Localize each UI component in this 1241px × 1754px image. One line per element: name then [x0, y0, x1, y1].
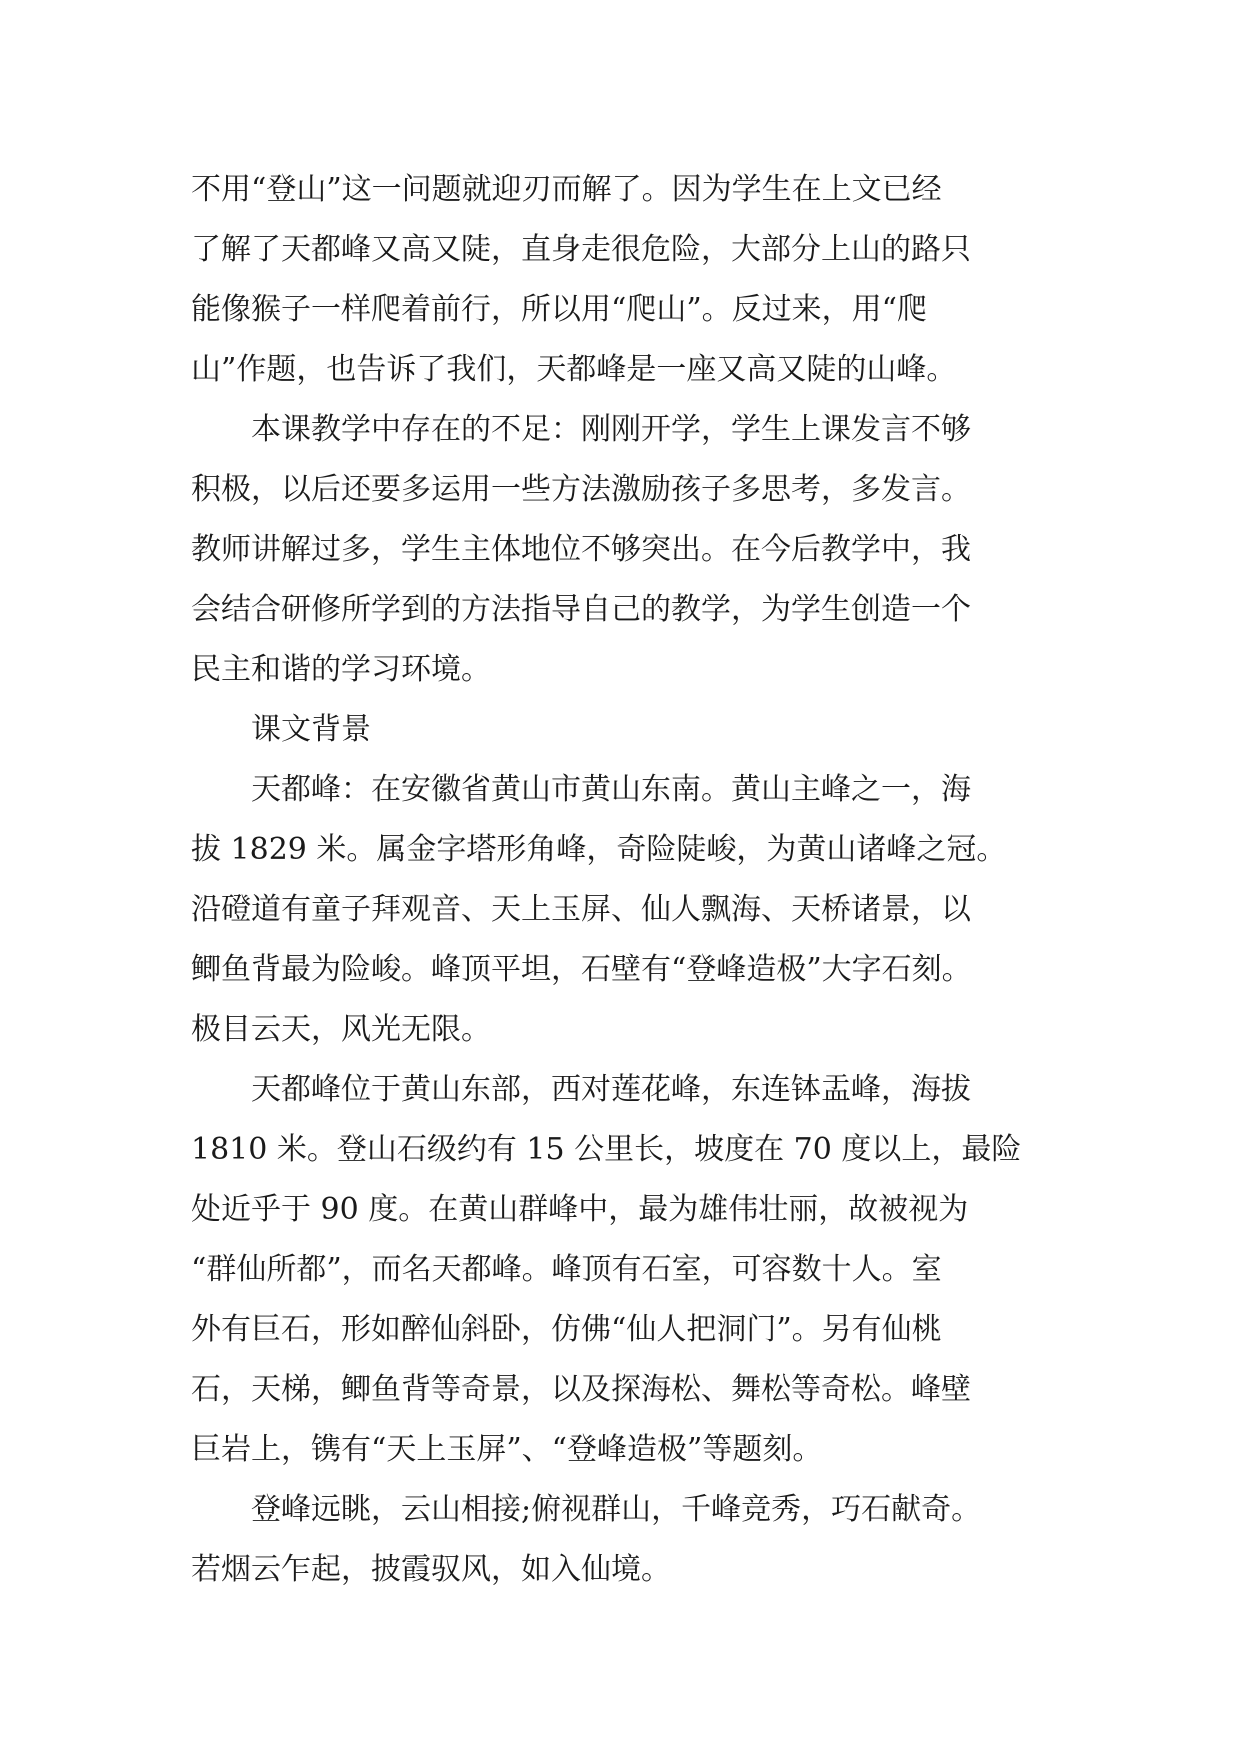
text-line: 若烟云乍起，披霞驭风，如入仙境。	[191, 1552, 671, 1587]
document-body	[191, 160, 1061, 1600]
text-line: 石，天梯，鲫鱼背等奇景，以及探海松、舞松等奇松。峰壁	[191, 1372, 971, 1407]
text-line: 了解了天都峰又高又陡，直身走很危险，大部分上山的路只	[191, 232, 971, 267]
text-line: 极目云天，风光无限。	[191, 1012, 491, 1047]
text-line: 外有巨石，形如醉仙斜卧，仿佛“仙人把洞门”。另有仙桃	[191, 1312, 942, 1347]
text-line: 山”作题，也告诉了我们，天都峰是一座又高又陡的山峰。	[191, 352, 957, 387]
paragraph-start-line: 天都峰：在安徽省黄山市黄山东南。黄山主峰之一，海	[251, 772, 971, 807]
text-line: 1810 米。登山石级约有 15 公里长，坡度在 70 度以上，最险	[191, 1132, 1022, 1167]
text-line: 不用“登山”这一问题就迎刃而解了。因为学生在上文已经	[191, 172, 942, 207]
text-line: 处近乎于 90 度。在黄山群峰中，最为雄伟壮丽，故被视为	[191, 1192, 969, 1227]
text-line: 沿磴道有童子拜观音、天上玉屏、仙人飘海、天桥诸景，以	[191, 892, 971, 927]
text-line: 积极，以后还要多运用一些方法激励孩子多思考，多发言。	[191, 472, 971, 507]
text-line: 拔 1829 米。属金字塔形角峰，奇险陡峻，为黄山诸峰之冠。	[191, 832, 1007, 867]
text-line: 鲫鱼背最为险峻。峰顶平坦，石壁有“登峰造极”大字石刻。	[191, 952, 972, 987]
text-line: 教师讲解过多，学生主体地位不够突出。在今后教学中，我	[191, 532, 971, 567]
text-line: “群仙所都”，而名天都峰。峰顶有石室，可容数十人。室	[191, 1252, 942, 1287]
text-line: 巨岩上，镌有“天上玉屏”、“登峰造极”等题刻。	[191, 1432, 823, 1467]
paragraph-start-line: 天都峰位于黄山东部，西对莲花峰，东连钵盂峰，海拔	[251, 1072, 971, 1107]
text-line: 能像猴子一样爬着前行，所以用“爬山”。反过来，用“爬	[191, 292, 928, 327]
text-line: 民主和谐的学习环境。	[191, 652, 491, 687]
paragraph-start-line: 登峰远眺，云山相接;俯视群山，千峰竞秀，巧石献奇。	[251, 1492, 982, 1527]
text-line: 会结合研修所学到的方法指导自己的教学，为学生创造一个	[191, 592, 971, 627]
paragraph-start-line: 本课教学中存在的不足：刚刚开学，学生上课发言不够	[251, 412, 971, 447]
section-heading: 课文背景	[251, 712, 371, 747]
